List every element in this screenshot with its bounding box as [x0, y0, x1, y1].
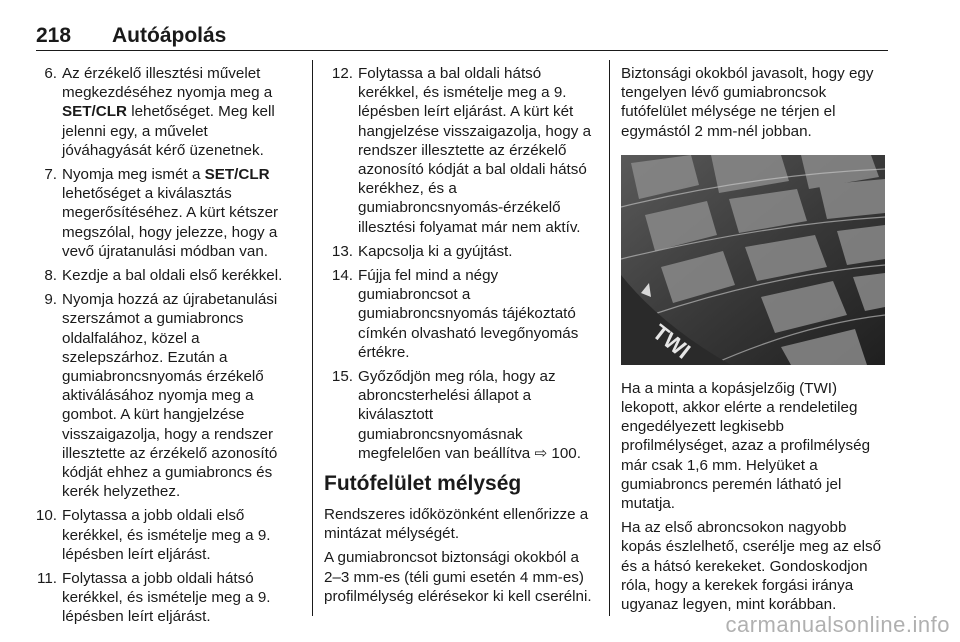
page-header: [36, 24, 888, 51]
list-text: Az érzékelő illesztési művelet megkezdéséhez nyomja meg a SET/CLR lehetőséget. Meg kell jelenni egy, a művelet jóváhagyását kérő üzenetnek.: [62, 65, 275, 159]
list-text: Nyomja hozzá az újrabetanulási szerszámot a gumiabroncs oldalfalához, közel a szelepszárhoz. Ezután a gumiabroncsnyomás érzékelő aktiválásához nyomja meg a gombot. A kürt hangjelzése visszaigazolja, hogy a rendszer illesztette az érzékelő azonosító kódját ehhez a gumiabroncs és kerék helyzethez.: [62, 291, 278, 501]
column-right: [621, 64, 889, 619]
paragraph: Rendszeres időközönként ellenőrizze a mintázat mélységét.: [324, 506, 589, 543]
page-title: Autóápolás: [112, 24, 227, 47]
column-left: [28, 64, 300, 632]
list-item: [28, 64, 300, 160]
list-text: Kezdje a bal oldali első kerékkel.: [62, 267, 283, 285]
list-item: [324, 266, 596, 362]
twi-marking: TWI: [647, 319, 696, 364]
list-text: Kapcsolja ki a gyújtást.: [358, 242, 513, 260]
column-middle: [324, 64, 596, 611]
column-divider-1: [312, 60, 313, 616]
list-item: [324, 367, 596, 463]
list-item: [28, 165, 300, 261]
list-text: Folytassa a jobb oldali hátsó kerékkel, és ismételje meg a 9. lépésben leírt eljárást.: [62, 570, 271, 626]
list-text: Folytassa a jobb oldali első kerékkel, és ismételje meg a 9. lépésben leírt eljárást.: [62, 507, 271, 563]
list-number: 11.: [37, 570, 57, 588]
list-item: [324, 64, 596, 237]
paragraph: A gumiabroncsot biztonsági okokból a 2–3 mm-es (téli gumi esetén 4 mm-es) profilmélység elérésekor ki kell cserélni.: [324, 549, 592, 605]
setting-name: SET/CLR: [204, 166, 270, 184]
list-number: 8.: [44, 267, 57, 285]
list-number: 15.: [331, 368, 353, 386]
list-number: 6.: [44, 65, 57, 82]
page-number: 218: [36, 24, 72, 47]
list-item: [28, 290, 300, 501]
list-item: [28, 266, 300, 285]
list-text: Nyomja meg ismét a SET/CLR lehetőséget a kiválasztás megerősítéséhez. A kürt kétszer megszólal, hogy jelezze, hogy a vevő újratanulási módban van.: [62, 166, 279, 260]
list-text: Folytassa a bal oldali hátsó kerékkel, és ismételje meg a 9. lépésben leírt eljárást. A kürt két hangjelzése visszaigazolja, hogy a rendszer illesztette az érzékelő azonosító kódját a bal oldali hátsó kerékhez, és a gumiabroncsnyomás-érzékelő illesztési folyamat már nem aktív.: [358, 65, 592, 236]
list-number: 9.: [44, 291, 57, 309]
watermark: carmanualsonline.info: [725, 612, 950, 637]
section-title: Futófelület mélység: [324, 472, 522, 496]
paragraph: Biztonsági okokból javasolt, hogy egy tengelyen lévő gumiabroncsok futófelület mélysége ne térjen el egymástól 2 mm-nél jobban.: [621, 65, 874, 140]
list-item: [28, 569, 300, 627]
list-number: 10.: [35, 507, 57, 525]
setting-name: SET/CLR: [62, 103, 127, 121]
paragraph: Ha a minta a kopásjelzőig (TWI) lekopott, akkor elérte a rendeletileg engedélyezett legkisebb profilmélységet, azaz a profilmélység már csak 1,6 mm. Helyüket a gumiabroncs peremén látható jel mutatja.: [621, 379, 871, 513]
list-number: 12.: [331, 65, 353, 82]
tire-tread-photo: [621, 155, 885, 365]
list-number: 14.: [331, 267, 353, 285]
list-item: [28, 506, 300, 564]
list-number: 7.: [44, 166, 57, 184]
list-number: 13.: [331, 242, 353, 260]
list-text[interactable]: Győződjön meg róla, hogy az abroncsterhelési állapot a kiválasztott gumiabroncsnyomásnak megfelelően van beállítva ⇨ 100.: [358, 368, 581, 462]
paragraph: Ha az első abroncsokon nagyobb kopás észlelhető, cserélje meg az első és a hátsó kerekeket. Gondoskodjon róla, hogy a kerekek forgási iránya ugyanaz legyen, mint korábban.: [621, 519, 882, 614]
column-divider-2: [609, 60, 610, 616]
list-item: [324, 242, 596, 261]
list-text: Fújja fel mind a négy gumiabroncsot a gumiabroncsnyomás tájékoztató címkén olvasható levegőnyomás értékre.: [358, 267, 579, 361]
